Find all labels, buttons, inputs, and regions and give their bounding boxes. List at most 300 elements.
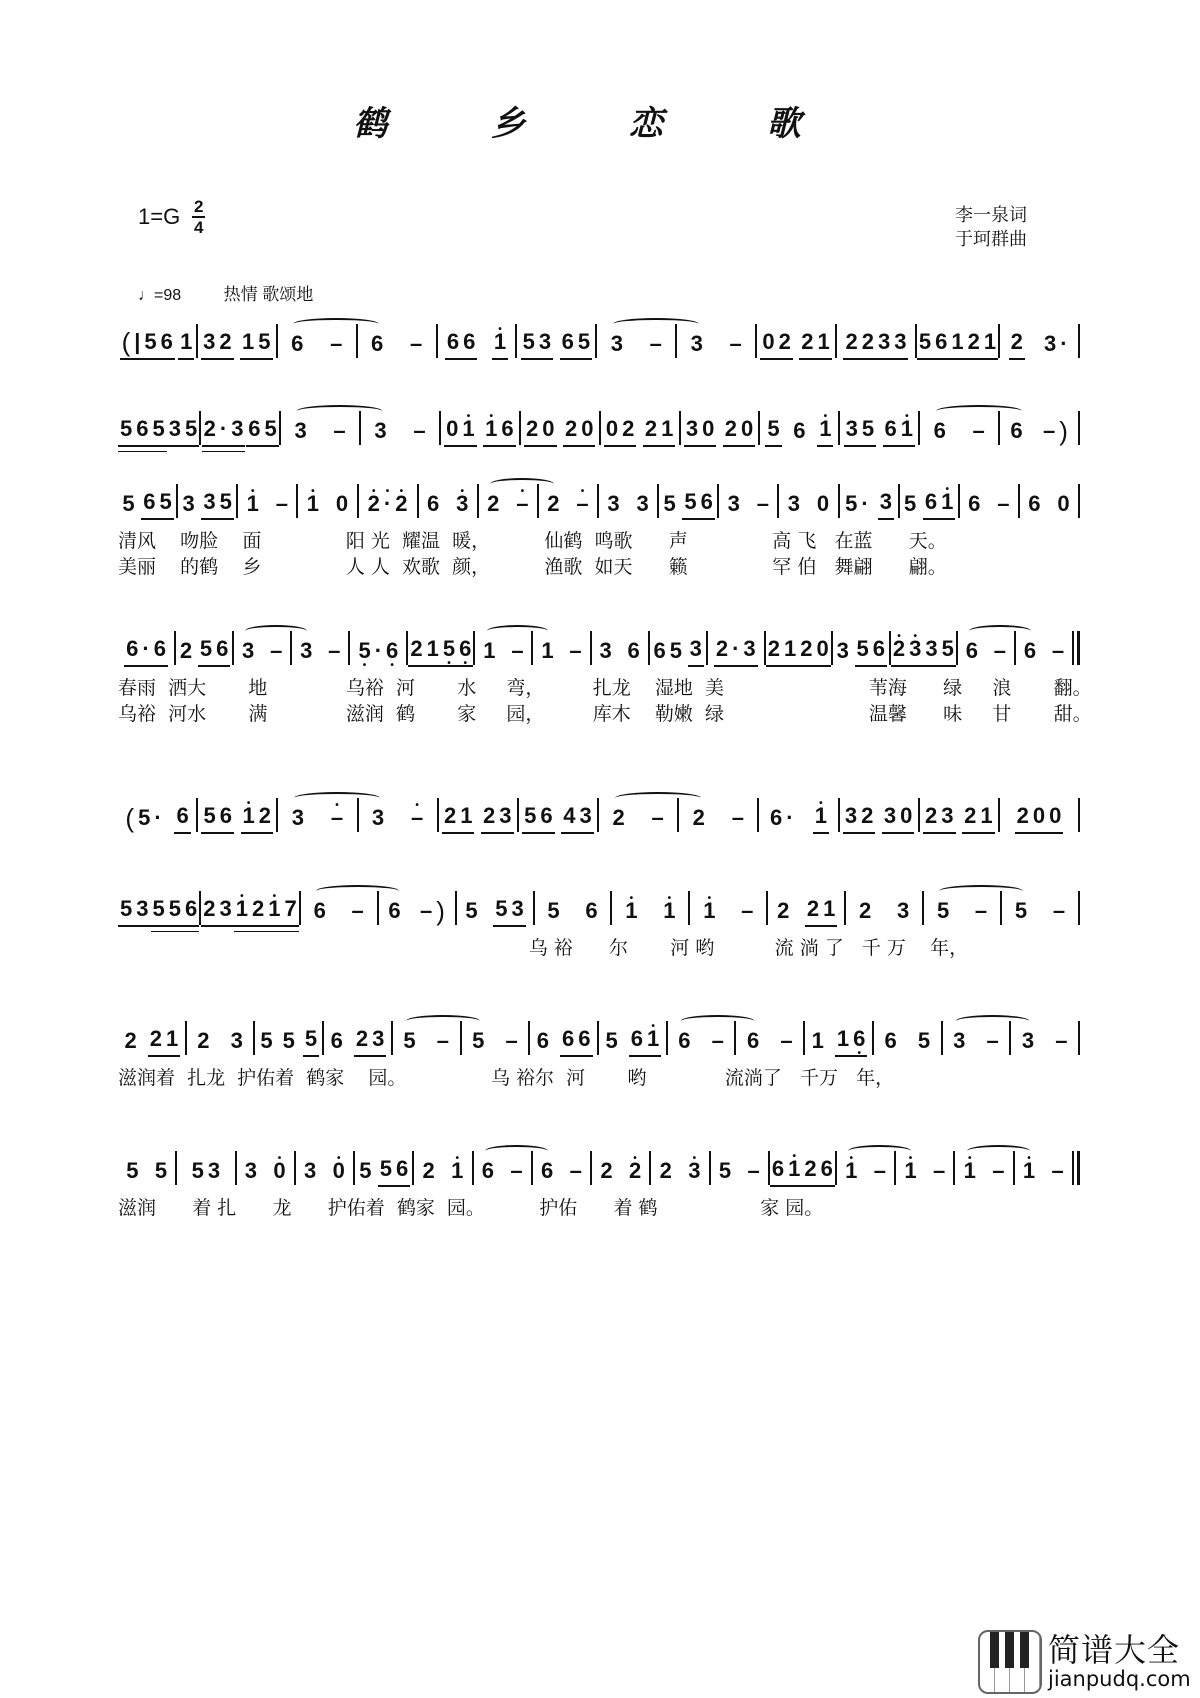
brand-url: jianpudq.com [1048, 1667, 1191, 1691]
note: 6 [330, 1028, 343, 1053]
note-group [745, 1159, 761, 1187]
note: 5 [379, 1156, 392, 1181]
measure [479, 478, 537, 520]
note-group [609, 332, 625, 360]
note-group [623, 899, 639, 927]
note: 3 [836, 638, 849, 663]
note: • 3 [907, 637, 923, 661]
note: 3 [953, 1028, 966, 1053]
note: 6 [216, 636, 229, 661]
note-group [1051, 899, 1067, 927]
note: – [731, 805, 744, 830]
measure [1020, 478, 1078, 520]
note: 5 [120, 416, 133, 441]
lyricist: 李一泉词 [955, 205, 1027, 226]
note: 0 [1057, 491, 1070, 516]
notes-row [118, 478, 1080, 520]
note: • 1 [902, 1159, 918, 1183]
note: • 1 [449, 1159, 465, 1183]
note: 5 [472, 1028, 485, 1053]
note: 2 [777, 898, 790, 923]
note: 3 [244, 1158, 257, 1183]
note: 3 [294, 418, 307, 443]
note-group [755, 492, 771, 520]
measure [176, 625, 232, 667]
measure [414, 1145, 471, 1187]
note-group [951, 1029, 967, 1057]
note: 3 [727, 491, 740, 516]
measure [917, 318, 998, 360]
measure [960, 478, 1018, 520]
note: 1 [242, 329, 255, 354]
note: • 1 [813, 804, 829, 828]
note-group [201, 330, 234, 360]
note-group [241, 804, 274, 834]
note-group [857, 899, 873, 927]
note: – [741, 898, 754, 923]
note: 5 [767, 416, 780, 441]
note-group [408, 637, 441, 667]
note: • 1 [843, 1159, 859, 1183]
note-group [331, 1159, 347, 1187]
note-group [545, 492, 561, 520]
note: • – [409, 806, 425, 830]
note-group [435, 1029, 451, 1057]
measure [924, 885, 1000, 927]
note: 6 • [457, 637, 473, 661]
note: 2 [612, 805, 625, 830]
note-group [563, 417, 596, 447]
key-signature [138, 198, 205, 236]
note-group [739, 899, 755, 927]
note: 5 [547, 898, 560, 923]
score-line [118, 625, 1092, 727]
note: 5 [138, 805, 151, 830]
measure [711, 1145, 768, 1187]
note: – [711, 1028, 724, 1053]
note-group [882, 804, 915, 834]
note: 3 [610, 331, 623, 356]
note: 3 [599, 638, 612, 663]
notes-row [118, 885, 1080, 927]
note-group [123, 803, 163, 834]
note: – [419, 898, 433, 923]
note-group [258, 1029, 274, 1057]
note: 2 [422, 1158, 435, 1183]
note-group [634, 492, 650, 520]
note-group [817, 417, 833, 447]
note-group [798, 637, 831, 667]
note: 6 [561, 329, 574, 354]
measure [198, 318, 276, 360]
note: 5 [260, 1028, 273, 1053]
note-group [568, 1159, 584, 1187]
note-group [1022, 639, 1038, 667]
note: 2 [1016, 803, 1029, 828]
measure [361, 405, 439, 447]
measure [118, 478, 176, 520]
note: 6 [585, 898, 598, 923]
note: 6 [1028, 491, 1041, 516]
note: – [569, 1158, 582, 1183]
measure [350, 625, 406, 667]
note: • 2 [891, 637, 907, 661]
note: • 1 [962, 1159, 978, 1183]
measure [955, 1145, 1012, 1187]
note-group [202, 417, 246, 447]
note: 0 [335, 491, 349, 516]
note: 7 [284, 896, 297, 921]
note-group [118, 897, 151, 927]
note-group [425, 492, 441, 520]
note: 5 [191, 1158, 204, 1183]
measure [768, 885, 844, 927]
note-group [298, 639, 314, 667]
note: ) [1059, 416, 1068, 446]
note: – [328, 638, 341, 663]
note-group [1009, 330, 1025, 360]
measure [419, 478, 477, 520]
note: 5 [264, 416, 277, 441]
note: 6 [388, 898, 401, 923]
note: 0 [762, 329, 775, 354]
note: 6 [968, 491, 981, 516]
note-group [493, 897, 526, 927]
measure [760, 405, 838, 447]
note-group [883, 417, 916, 447]
note: 0 [446, 416, 459, 441]
note-group [303, 1027, 319, 1057]
note: 5 [605, 1028, 618, 1053]
measure [298, 478, 356, 520]
note-group [174, 804, 190, 834]
repeat-end-barline [1072, 631, 1080, 665]
note: 6 [820, 1156, 833, 1181]
note-group [445, 330, 478, 360]
score-line [118, 478, 1080, 580]
note: 5 [199, 636, 213, 661]
note-group [786, 492, 802, 520]
note-group [604, 1029, 620, 1057]
note-group [122, 1029, 138, 1057]
measure [521, 405, 599, 447]
note: 3 [372, 1026, 385, 1051]
measure [833, 625, 889, 667]
note: – [651, 805, 664, 830]
note: – [1055, 1028, 1068, 1053]
note: – [1051, 1158, 1064, 1183]
note: 2 [1010, 329, 1023, 354]
note-group [843, 1159, 859, 1187]
note: – [436, 1028, 450, 1053]
note: 3 [579, 803, 592, 828]
note-group [305, 492, 321, 520]
score-line [118, 885, 1080, 961]
note: 3 [877, 329, 891, 354]
note-group [604, 417, 637, 447]
note-group [350, 899, 366, 927]
note-group [148, 1027, 181, 1057]
note-group [964, 639, 980, 667]
note: 3 [1021, 1028, 1035, 1053]
note: 2 [806, 896, 820, 921]
note: 6 [291, 331, 304, 356]
measure [255, 1015, 322, 1057]
note: 2 [410, 636, 423, 661]
measure [201, 885, 299, 927]
note: 2 [564, 416, 578, 441]
measure [359, 478, 417, 520]
note-group [717, 1159, 733, 1187]
note: 5 [152, 416, 165, 441]
note: 6 [793, 418, 806, 443]
note-group [229, 1029, 245, 1057]
note: 6 [747, 1028, 760, 1053]
notes-row [118, 1015, 1080, 1057]
note: 2 [724, 416, 737, 441]
note: • 1 [460, 417, 476, 441]
note-group [151, 897, 200, 927]
note: 6 [219, 803, 232, 828]
note: 1 [541, 638, 554, 663]
measure [601, 405, 679, 447]
note: 6 [771, 1156, 785, 1181]
note: 3 [845, 416, 858, 441]
note-group [843, 804, 876, 834]
measure [359, 792, 437, 834]
note-group [198, 637, 231, 667]
lyrics-verse-2: 美丽 的鹤 乡 人 人 欢歌 颜， 渔歌 如天 籁 罕 伯 舞翩 翩。 [118, 556, 947, 578]
note-group [354, 1027, 387, 1057]
note: • 1 [245, 492, 261, 516]
lyrics-verse-1: 滋润着 扎龙 护佑着 鹤家 园。 乌 裕尔 河 哟 流淌了 千万 年， [118, 1067, 895, 1089]
note: 2 [252, 896, 265, 921]
note: 6 [463, 329, 476, 354]
note: 6 [562, 1026, 575, 1051]
note: 3 [291, 805, 304, 830]
piano-keys-icon [978, 1630, 1042, 1694]
note: 6 [884, 1028, 897, 1053]
note-group [810, 1029, 826, 1057]
note: 3 [136, 896, 149, 921]
measure [118, 625, 174, 667]
measure [1002, 885, 1078, 927]
note-group [234, 897, 299, 927]
note-group [916, 1029, 932, 1057]
measure [530, 1015, 597, 1057]
note-group [240, 330, 273, 360]
note-group [726, 492, 742, 520]
note: 6 [935, 329, 948, 354]
note-group [714, 637, 758, 667]
measure [757, 318, 835, 360]
notes-row [118, 625, 1080, 667]
note-group [878, 490, 894, 520]
note: 6 [481, 1158, 495, 1183]
note: 1 [426, 636, 439, 661]
note: 2 [179, 638, 193, 663]
note: – [780, 1028, 793, 1053]
note: 5 [258, 329, 271, 354]
brand-name: 简谱大全 [1048, 1631, 1181, 1669]
note: 6 [427, 491, 440, 516]
measure [779, 478, 837, 520]
note: 0 [542, 416, 555, 441]
note: • 1 [623, 899, 639, 923]
note-group [902, 492, 918, 520]
measure [281, 405, 359, 447]
note-group [661, 899, 677, 927]
measure [234, 625, 290, 667]
measure [896, 1145, 953, 1187]
note-group [658, 1159, 674, 1187]
note-group [120, 327, 175, 360]
note-group [372, 419, 388, 447]
note-group [153, 1159, 169, 1187]
measure [920, 405, 998, 447]
note-group [689, 332, 705, 360]
measure [201, 405, 279, 447]
measure [408, 625, 473, 667]
note: – [333, 418, 346, 443]
measure [438, 318, 516, 360]
note: 1 [823, 896, 836, 921]
repeat-end-barline [1072, 1151, 1080, 1185]
note-group [1050, 639, 1066, 667]
note: 5 [495, 896, 508, 921]
note-group [1015, 804, 1064, 834]
note-group [560, 330, 593, 360]
note-group [292, 419, 308, 447]
lyrics-verse-1: 清风 吻脸 面 阳 光 耀温 暖， 仙鹤 鸣歌 声 高 飞 在蓝 天。 [118, 530, 947, 552]
note-group [329, 806, 345, 834]
measure [535, 885, 611, 927]
note: 2 [861, 329, 874, 354]
note-group [598, 1159, 614, 1187]
measure [439, 792, 517, 834]
note: • 1 [939, 490, 955, 514]
measure [805, 1015, 872, 1057]
barline [1078, 1021, 1080, 1055]
note-group [444, 417, 477, 447]
note-group [268, 639, 284, 667]
note: 6 [541, 1158, 554, 1183]
note: – [330, 331, 343, 356]
note: – [974, 898, 988, 923]
note: · [861, 491, 869, 516]
note: 0 [816, 636, 829, 661]
measure [118, 318, 196, 360]
note-group [386, 899, 402, 927]
note-group [745, 1029, 761, 1057]
note-group [1020, 1029, 1036, 1057]
note: 3 [203, 329, 216, 354]
note-group [661, 492, 677, 520]
note: 1 [836, 1026, 850, 1051]
note-group [463, 899, 479, 927]
note: 1 [180, 329, 193, 354]
note-group [688, 637, 704, 667]
note: – [992, 1158, 1005, 1183]
note: 5 [718, 1158, 732, 1183]
measure [659, 478, 717, 520]
key-label: 1=G [138, 204, 181, 229]
measure [759, 792, 837, 834]
note-group [813, 804, 829, 834]
note-group [643, 417, 676, 447]
note: – [873, 1158, 886, 1183]
note-group [378, 1157, 411, 1187]
note-group [561, 804, 594, 834]
measure [462, 1015, 529, 1057]
note: 3 [689, 636, 702, 661]
note-group [408, 332, 424, 360]
note: 1 [460, 803, 473, 828]
note: – [986, 1028, 999, 1053]
note-group [710, 1029, 726, 1057]
note: 5 [936, 898, 950, 923]
note-group [962, 804, 995, 834]
note-group [583, 899, 599, 927]
note: • 1 [645, 1027, 661, 1051]
measure [539, 478, 597, 520]
note: 1 [951, 329, 964, 354]
note: · [154, 805, 162, 830]
note: 3 [538, 329, 552, 354]
note-group [312, 899, 328, 927]
measure [118, 1145, 175, 1187]
measure [457, 885, 533, 927]
measure [301, 885, 377, 927]
note: 6 [185, 896, 198, 921]
note-group [728, 332, 744, 360]
note: 6 [872, 636, 886, 661]
note-group [1055, 492, 1071, 520]
note-group [597, 639, 613, 667]
note: 6 [1010, 418, 1023, 443]
note-group [366, 492, 410, 520]
note: 6 [160, 329, 173, 354]
note-group [401, 1029, 417, 1057]
note-group [567, 639, 583, 667]
measure [679, 792, 757, 834]
barline [1078, 798, 1080, 832]
note-group [243, 1159, 259, 1187]
note: ( [121, 327, 131, 357]
note-group [902, 1159, 918, 1187]
barline [1078, 324, 1080, 358]
note-group [190, 1159, 223, 1187]
note-group [971, 419, 987, 447]
note-group [124, 1159, 140, 1187]
note-group [421, 1159, 437, 1187]
measure [599, 792, 677, 834]
note-group [931, 1159, 947, 1187]
note-group [766, 637, 799, 667]
note-group [895, 899, 911, 927]
note: 3 [879, 489, 893, 514]
note-group [481, 639, 497, 667]
note-group [485, 492, 501, 520]
note: 5 [845, 491, 858, 516]
note: • 1 [661, 899, 677, 923]
note: 2 [692, 805, 705, 830]
measure [187, 1015, 254, 1057]
note-group [369, 332, 385, 360]
lyrics-verse-1: 乌 裕 尔 河 哟 流 淌 了 千 万 年， [118, 937, 969, 959]
note: 3 [300, 638, 313, 663]
note: · [142, 636, 150, 661]
